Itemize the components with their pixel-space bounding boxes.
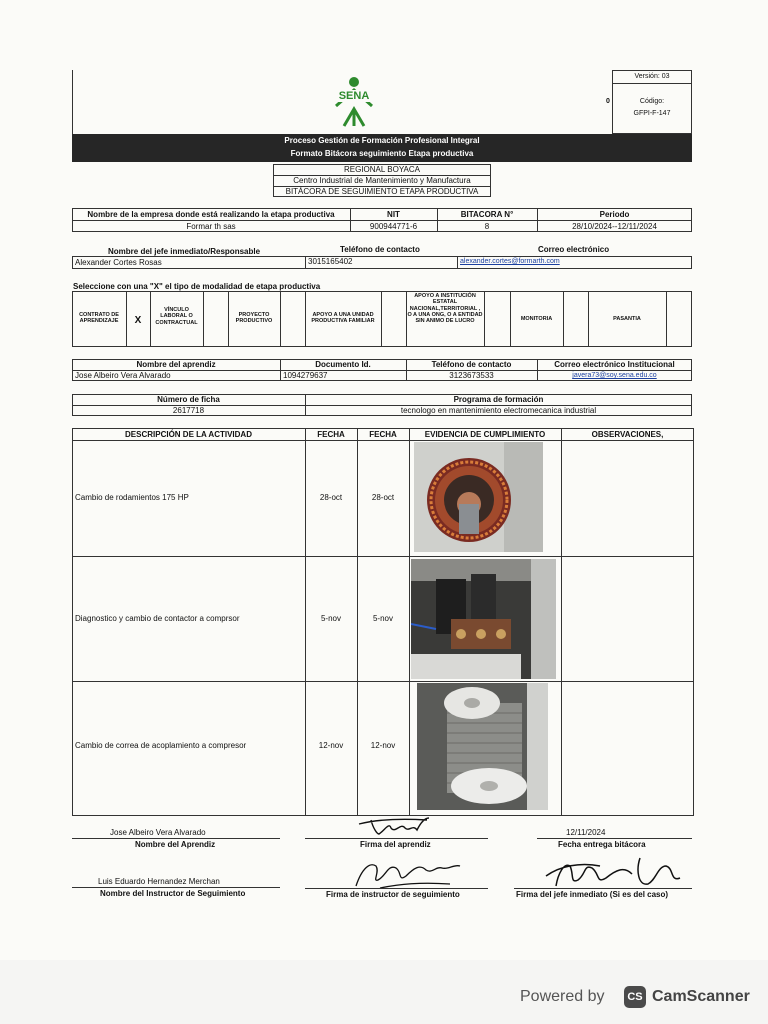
- instructor-name-label: Nombre del Instructor de Seguimiento: [100, 889, 246, 898]
- compressor-pulley-photo: [417, 683, 548, 810]
- boss-col-1: [305, 256, 306, 269]
- modality-sep: [280, 291, 281, 347]
- modality-mark-contrato[interactable]: X: [134, 315, 142, 326]
- apprentice-signature-name: Jose Albeiro Vera Alvarado: [110, 828, 206, 837]
- boss-name-value: Alexander Cortes Rosas: [75, 258, 162, 267]
- company-divider: [72, 220, 692, 221]
- activities-header-observations: OBSERVACIONES,: [591, 430, 664, 439]
- ficha-value: 2617718: [172, 406, 205, 415]
- regional-text: REGIONAL BOYACA: [343, 165, 421, 174]
- modality-sep: [203, 291, 204, 347]
- activities-header-description: DESCRIPCIÓN DE LA ACTIVIDAD: [125, 430, 252, 439]
- activities-row-divider-1: [72, 556, 694, 557]
- program-divider: [72, 405, 692, 406]
- camscanner-brand: CamScanner: [652, 988, 750, 1005]
- binnacle-number-label: BITACORA N°: [460, 210, 514, 219]
- apprentice-name-line: [72, 838, 280, 839]
- activity-row-3-date-1: 12-nov: [318, 741, 344, 750]
- company-name-value: Formar th sas: [186, 222, 236, 231]
- activity-row-2-date-2: 5-nov: [372, 614, 393, 623]
- company-name-label: Nombre de la empresa donde está realizando la etapa productiva: [87, 210, 335, 219]
- activity-row-2-date-1: 5-nov: [320, 614, 341, 623]
- center-text: Centro Industrial de Mantenimiento y Manufactura: [293, 176, 471, 185]
- modality-option-monitoria: MONITORIA: [520, 316, 553, 322]
- boss-phone-value: 3015165402: [308, 257, 353, 266]
- code-value: GFPI-F-147: [633, 110, 671, 117]
- boss-sign-label: Firma del jefe inmediato (Si es del caso): [516, 890, 669, 899]
- instructor-signature-name: Luis Eduardo Hernandez Merchan: [98, 877, 220, 886]
- modality-sep: [563, 291, 564, 347]
- delivery-date-line: [537, 838, 692, 839]
- instructor-signature: [350, 858, 465, 892]
- boss-name-label: Nombre del jefe inmediato/Responsable: [108, 247, 261, 256]
- header-left-border: [72, 70, 73, 134]
- modality-option-institucion: APOYO A INSTITUCIÓN ESTATAL NACIONAL,TERRITORIAL , O A UNA ONG, O A ENTIDAD SIN ANIMO DE LUCRO: [407, 293, 483, 325]
- sena-logo: [328, 76, 380, 128]
- apprentice-doc-label: Documento Id.: [315, 360, 371, 369]
- boss-email-label: Correo electrónico: [538, 245, 610, 254]
- activities-col-3: [409, 428, 410, 816]
- camscanner-logo-icon: CS: [624, 986, 646, 1008]
- binnacle-title: BITÁCORA DE SEGUIMIENTO ETAPA PRODUCTIVA: [285, 187, 479, 196]
- apprentice-signature-name-label: Nombre del Aprendiz: [135, 840, 216, 849]
- period-label: Periodo: [599, 210, 630, 219]
- sena-logo-text: SENA: [328, 90, 380, 102]
- version-zero: 0: [606, 98, 610, 105]
- powered-by-text: Powered by: [520, 988, 605, 1005]
- activities-header-date-2: FECHA: [369, 430, 397, 439]
- binnacle-number-value: 8: [484, 222, 490, 231]
- apprentice-name-label: Nombre del aprendiz: [136, 360, 216, 369]
- modality-sep: [666, 291, 667, 347]
- apprentice-sign-line: [305, 838, 488, 839]
- apprentice-doc-value: 1094279637: [283, 371, 328, 380]
- modality-option-contrato: CONTRATO DE APRENDIZAJE: [79, 312, 119, 325]
- activities-row-divider-2: [72, 681, 694, 682]
- activities-header-evidence: EVIDENCIA DE CUMPLIMIENTO: [424, 430, 546, 439]
- program-label: Programa de formación: [453, 395, 544, 404]
- activity-row-1-description: Cambio de rodamientos 175 HP: [75, 493, 189, 502]
- modality-option-pasantia: PASANTIA: [613, 316, 641, 322]
- activities-header-divider: [72, 440, 694, 441]
- delivery-date-label: Fecha entrega bitácora: [558, 840, 646, 849]
- boss-phone-label: Teléfono de contacto: [340, 245, 420, 254]
- instructor-name-line: [72, 887, 280, 888]
- format-title: Formato Bitácora seguimiento Etapa productiva: [290, 149, 474, 158]
- version-divider: [612, 83, 692, 84]
- instructor-sign-label: Firma de instructor de seguimiento: [326, 890, 460, 899]
- code-label: Código:: [639, 98, 665, 105]
- modality-sep: [484, 291, 485, 347]
- instructor-sign-line: [305, 888, 488, 889]
- nit-label: NIT: [387, 210, 400, 219]
- apprentice-email-value[interactable]: javera73@soy.sena.edu.co: [572, 372, 657, 379]
- version-label: Versión: 03: [634, 73, 670, 80]
- contactor-panel-photo: [411, 559, 556, 679]
- process-title: Proceso Gestión de Formación Profesional Integral: [284, 136, 480, 145]
- apprentice-signature: [355, 814, 435, 838]
- apprentice-phone-value: 3123673533: [449, 371, 494, 380]
- period-value: 28/10/2024--12/11/2024: [572, 222, 657, 231]
- activity-row-1-date-1: 28-oct: [319, 493, 343, 502]
- apprentice-email-label: Correo electrónico Institucional: [554, 360, 675, 369]
- modality-prompt: Seleccione con una "X" el tipo de modalidad de etapa productiva: [73, 282, 321, 291]
- activities-col-4: [561, 428, 562, 816]
- activities-header-date-1: FECHA: [317, 430, 345, 439]
- modality-option-unidad-familiar: APOYO A UNA UNIDAD PRODUCTIVA FAMILIAR: [311, 312, 375, 325]
- modality-option-proyecto: PROYECTO PRODUCTIVO: [235, 312, 273, 325]
- activity-row-2-description: Diagnostico y cambio de contactor a comprsor: [75, 614, 240, 623]
- delivery-date-value: 12/11/2024: [566, 828, 606, 837]
- motor-stator-photo: [414, 442, 543, 552]
- modality-option-vinculo: VÍNCULO LABORAL O CONTRACTUAL: [155, 307, 198, 326]
- apprentice-name-value: Jose Albeiro Vera Alvarado: [75, 371, 171, 380]
- ficha-label: Número de ficha: [157, 395, 220, 404]
- modality-sep: [381, 291, 382, 347]
- nit-value: 900944771-6: [369, 222, 418, 231]
- activity-row-3-date-2: 12-nov: [370, 741, 396, 750]
- activity-row-3-description: Cambio de correa de acoplamiento a compresor: [75, 741, 247, 750]
- boss-box: [72, 256, 692, 269]
- boss-email-value[interactable]: alexander.cortes@formarth.com: [460, 258, 560, 265]
- program-value: tecnologo en mantenimiento electromecanica industrial: [400, 406, 597, 415]
- apprentice-sign-label: Firma del aprendiz: [360, 840, 431, 849]
- boss-col-2: [457, 256, 458, 269]
- boss-sign-line: [514, 888, 692, 889]
- apprentice-phone-label: Teléfono de contacto: [431, 360, 512, 369]
- activity-row-1-date-2: 28-oct: [371, 493, 395, 502]
